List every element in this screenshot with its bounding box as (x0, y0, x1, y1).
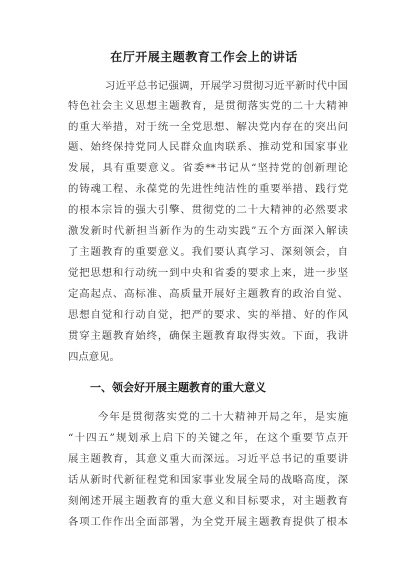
paragraph-1-line: 习近平总书记强调，开展学习贯彻习近平新时代中国 (105, 80, 348, 92)
section-1-heading: 一、领会好开展主题教育的重大意义 (90, 381, 266, 394)
paragraph-1-line: 的铸魂工程、永葆党的先进性纯洁性的重要举措、践行党 (68, 183, 348, 195)
document-title: 在厅开展主题教育工作会上的讲话 (110, 50, 298, 64)
paragraph-2-line: “十四五”规划承上启下的关键之年，在这个重要节点开 (68, 432, 348, 444)
paragraph-1-line: 的重大举措，对于统一全党思想、解决党内存在的突出问 (68, 121, 348, 133)
paragraph-2-line: 刻阐述开展主题教育的重大意义和目标要求，对主题教育 (68, 495, 348, 507)
paragraph-2-line: 今年是贯彻落实党的二十大精神开局之年，是实施 (98, 411, 348, 423)
paragraph-1-line: 觉把思想和行动统一到中央和省委的要求上来，进一步坚 (68, 267, 348, 279)
paragraph-2-line: 各项工作作出全面部署，为全党开展主题教育提供了根本 (68, 516, 348, 528)
paragraph-1-line: 思想自觉和行动自觉，把严的要求、实的举措、好的作风 (68, 309, 348, 321)
paragraph-1-line: 题、始终保持党同人民群众血肉联系、推动党和国家事业 (68, 141, 348, 153)
paragraph-1-line: 了主题教育的重要意义。我们要认真学习、深刻领会，自 (68, 246, 348, 258)
paragraph-1-line: 激发新时代新担当新作为的生动实践”五个方面深入解读 (68, 225, 348, 237)
paragraph-1-line: 贯穿主题教育始终，确保主题教育取得实效。下面，我讲 (68, 330, 348, 342)
paragraph-2-line: 展主题教育，其意义重大而深远。习近平总书记的重要讲 (68, 453, 348, 465)
paragraph-1-line: 的根本宗旨的强大引擎、贯彻党的二十大精神的必然要求 (68, 204, 348, 216)
paragraph-1-line: 发展，具有重要意义。省委**书记从“坚持党的创新理论 (68, 162, 348, 174)
paragraph-2-line: 话从新时代新征程党和国家事业发展全局的战略高度，深 (68, 474, 348, 486)
paragraph-1-line: 四点意见。 (68, 351, 120, 363)
paragraph-1-line: 定高起点、高标准、高质量开展好主题教育的政治自觉、 (68, 288, 348, 300)
paragraph-1-line: 特色社会主义思想主题教育，是贯彻落实党的二十大精神 (68, 100, 348, 112)
